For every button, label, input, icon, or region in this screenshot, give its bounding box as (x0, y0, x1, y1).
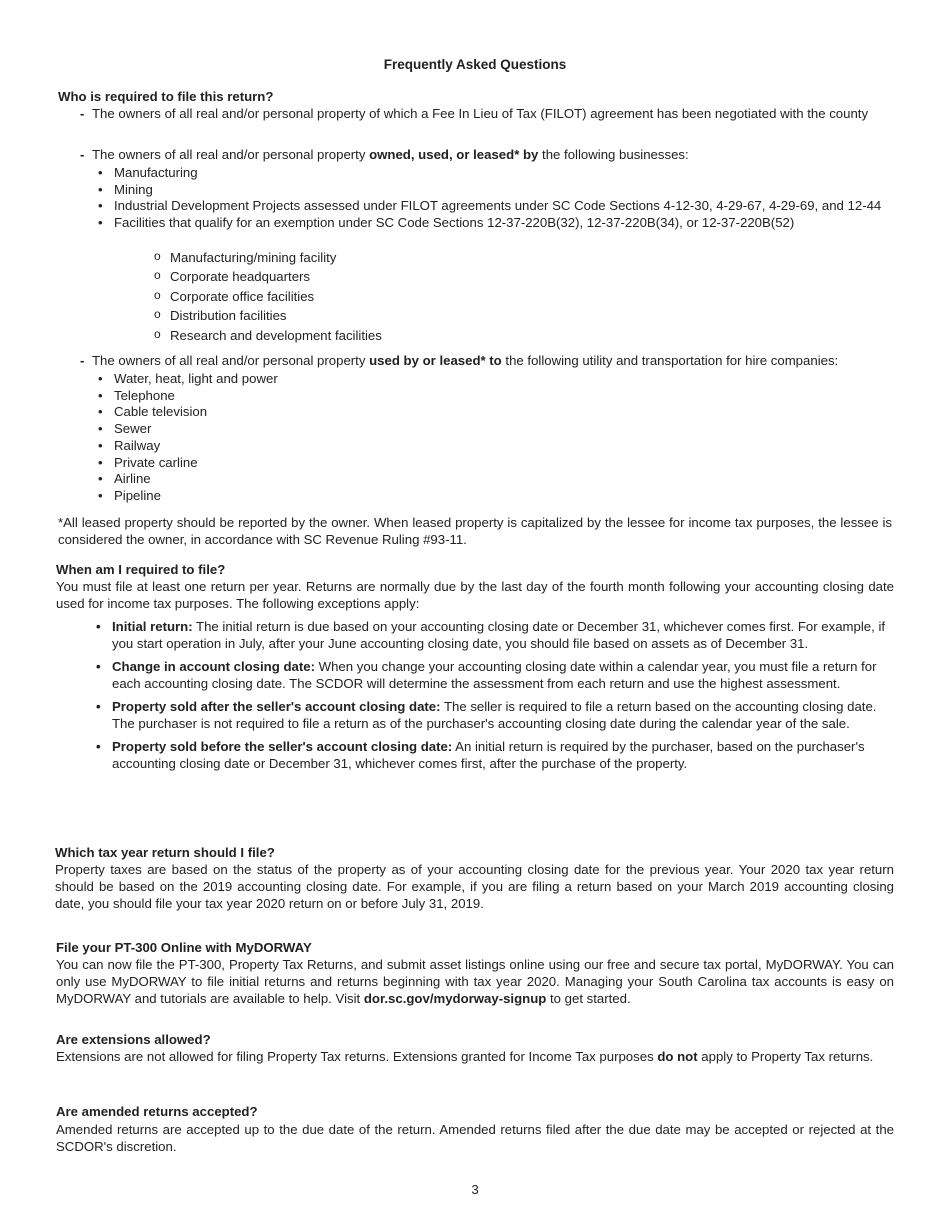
business-list (96, 165, 896, 232)
list-item: • Manufacturing (96, 165, 896, 182)
who-item-1-text: The owners of all real and/or personal property of which a Fee In Lieu of Tax (FILOT) agreement has been negotiated with the county (92, 106, 869, 121)
list-item: • Sewer (96, 421, 596, 438)
list-item: • Telephone (96, 388, 596, 405)
extensions-heading: Are extensions allowed? (56, 1032, 211, 1047)
who-item-3-bold: used by or leased* to (369, 353, 502, 368)
utility-list (96, 371, 596, 505)
list-item: o Corporate headquarters (152, 267, 652, 286)
list-item: • Railway (96, 438, 596, 455)
list-item: o Corporate office facilities (152, 287, 652, 306)
list-item: • Pipeline (96, 488, 596, 505)
list-item: o Research and development facilities (152, 326, 652, 345)
when-heading: When am I required to file? (56, 562, 226, 577)
page-title: Frequently Asked Questions (383, 57, 567, 72)
list-item: • Initial return: The initial return is due based on your accounting closing date or December 31, whichever comes first. For example, if you start operation in July, after your June accounting closing date, you should file based on assets as of December 31. (94, 618, 890, 652)
list-item: • Airline (96, 471, 596, 488)
mydorway-link[interactable]: dor.sc.gov/mydorway-signup (363, 991, 547, 1006)
facility-list (152, 248, 652, 345)
online-heading: File your PT-300 Online with MyDORWAY (56, 940, 312, 955)
list-item: • Mining (96, 182, 896, 199)
list-item: • Private carline (96, 455, 596, 472)
leased-footnote: *All leased property should be reported by the owner. When leased property is capitalized by the lessee for income tax purposes, the lessee is considered the owner, in accordance with SC Revenue Ruling #93-11. (58, 515, 892, 547)
online-body: You can now file the PT-300, Property Tax Returns, and submit asset listings online using our free and secure tax portal, MyDORWAY. You can only use MyDORWAY to file initial returns and returns beginning with tax year 2020. Managing your South Carolina tax accounts is easy on MyDORWAY and tutorials are available to help. Visit dor.sc.gov/mydorway-signup to get started. (56, 957, 894, 1006)
list-item: • Property sold after the seller's account closing date: The seller is required to file a return based on the accounting closing date. The purchaser is not required to file a return as of the purchaser's accounting closing date during the calendar year of the sale. (94, 698, 890, 732)
extensions-body: Extensions are not allowed for filing Property Tax returns. Extensions granted for Income Tax purposes do not apply to Property Tax returns. (56, 1049, 874, 1064)
list-item: • Change in account closing date: When you change your accounting closing date within a calendar year, you must file a return for each accounting closing date. The SCDOR will determine the assessment from each return and use the highest assessment. (94, 658, 890, 692)
who-item-3: - The owners of all real and/or personal property used by or leased* to the following utility and transportation for hire companies: (80, 353, 839, 368)
exception-list (94, 618, 890, 778)
list-item: • Cable television (96, 404, 596, 421)
amended-body: Amended returns are accepted up to the due date of the return. Amended returns filed after the due date may be accepted or rejected at the SCDOR's discretion. (56, 1122, 894, 1154)
amended-heading: Are amended returns accepted? (56, 1104, 258, 1119)
list-item: o Manufacturing/mining facility (152, 248, 652, 267)
list-item: • Property sold before the seller's account closing date: An initial return is required by the purchaser, based on the purchaser's accounting closing date or December 31, whichever comes first, after the purchase of the property. (94, 738, 890, 772)
list-item: o Distribution facilities (152, 306, 652, 325)
list-item: • Water, heat, light and power (96, 371, 596, 388)
list-item: • Industrial Development Projects assessed under FILOT agreements under SC Code Sections 4-12-30, 4-29-67, 4-29-69, and 12-44 (96, 198, 896, 215)
who-item-1: - The owners of all real and/or personal property of which a Fee In Lieu of Tax (FILOT) agreement has been negotiated with the county (80, 106, 869, 121)
page-number: 3 (471, 1182, 479, 1197)
which-heading: Which tax year return should I file? (55, 845, 275, 860)
which-body: Property taxes are based on the status of the property as of your accounting closing date for the previous year. Your 2020 tax year return should be based on the 2019 accounting closing date. For example, if you are filing a return based on your March 2019 accounting closing date, you should file your tax year 2020 return on or before July 31, 2019. (55, 862, 894, 911)
who-item-2-bold: owned, used, or leased* by (369, 147, 539, 162)
when-body: You must file at least one return per year. Returns are normally due by the last day of the fourth month following your accounting closing date used for income tax purposes. The following exceptions apply: (56, 579, 894, 611)
who-item-2: - The owners of all real and/or personal property owned, used, or leased* by the following businesses: (80, 147, 689, 162)
who-heading: Who is required to file this return? (58, 89, 274, 104)
list-item: • Facilities that qualify for an exemption under SC Code Sections 12-37-220B(32), 12-37-220B(34), or 12-37-220B(52) (96, 215, 896, 232)
